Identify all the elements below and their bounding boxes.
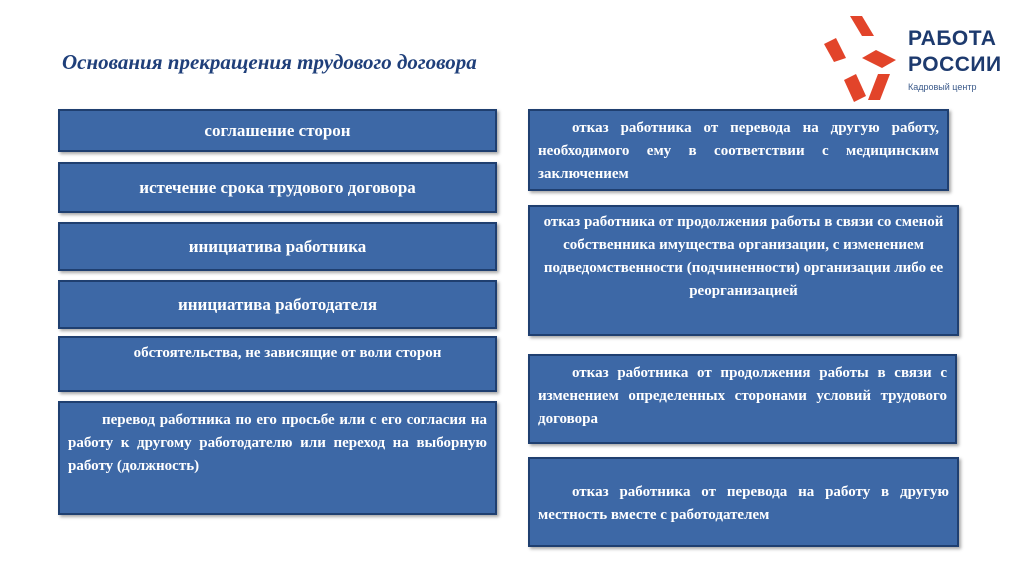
left-box-label: инициатива работодателя bbox=[177, 294, 378, 314]
right-box-owner-change-refusal bbox=[528, 205, 959, 336]
left-box-label: инициатива работника bbox=[188, 236, 367, 256]
left-box-label: перевод работника по его просьбе или с его согласия на работу к другому работодателю или переход на выборную работу (должность) bbox=[68, 412, 487, 474]
logo-mark-icon bbox=[822, 14, 902, 104]
left-box-employee-initiative bbox=[58, 222, 497, 271]
left-box-label: обстоятельства, не зависящие от воли сторон bbox=[133, 345, 442, 361]
right-box-relocation-refusal bbox=[528, 457, 959, 547]
right-box-label: отказ работника от продолжения работы в связи с изменением определенных сторонами условий трудового договора bbox=[538, 365, 947, 427]
left-box-circumstances bbox=[58, 336, 497, 392]
right-box-label: отказ работника от перевода на другую работу, необходимого ему в соответствии с медицинским заключением bbox=[538, 120, 939, 182]
right-box-medical-transfer-refusal bbox=[528, 109, 949, 191]
left-box-term-expiry bbox=[58, 162, 497, 213]
logo-title-line2: РОССИИ bbox=[908, 53, 1002, 76]
right-box-label: отказ работника от перевода на работу в другую местность вместе с работодателем bbox=[538, 484, 949, 523]
left-box-agreement bbox=[58, 109, 497, 152]
slide-title: Основания прекращения трудового договора bbox=[62, 50, 477, 74]
left-box-label: соглашение сторон bbox=[204, 120, 351, 140]
right-box-label: отказ работника от продолжения работы в связи со сменой собственника имущества организации, с изменением подведомственности (подчиненности) организации либо ее реорганизацией bbox=[543, 214, 944, 299]
logo-title-line1: РАБОТА bbox=[908, 27, 997, 50]
left-box-employer-initiative bbox=[58, 280, 497, 329]
right-box-terms-change-refusal bbox=[528, 354, 957, 444]
left-box-transfer bbox=[58, 401, 497, 515]
left-box-label: истечение срока трудового договора bbox=[139, 177, 416, 197]
rabota-rossii-logo bbox=[822, 14, 1012, 104]
logo-subtitle: Кадровый центр bbox=[908, 82, 977, 92]
